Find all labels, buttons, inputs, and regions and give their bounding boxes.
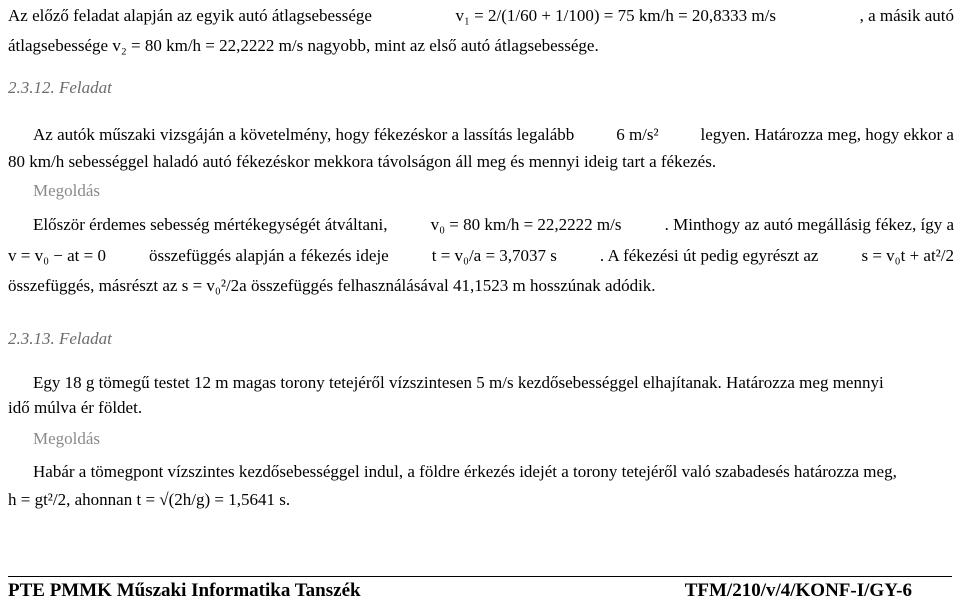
solution1-line-1 <box>33 215 954 235</box>
text: . A fékezési út pedig egyrészt az <box>599 246 819 265</box>
footer-department: PTE PMMK Műszaki Informatika Tanszék <box>8 580 361 601</box>
formula-deceleration: 6 m/s² <box>616 125 659 144</box>
formula-v1: v₁ = 2/(1/60 + 1/100) = 75 km/h = 20,8333 m/s <box>455 6 776 25</box>
text: . <box>285 490 291 509</box>
task1-line-2: 80 km/h sebességgel haladó autó fékezéskor mekkora távolságon áll meg és mennyi ideig tart a fékezés. <box>8 152 717 171</box>
formula-v0: v₀ = 80 km/h = 22,2222 m/s <box>430 215 622 234</box>
text: . Minthogy az autó megállásig fékez, így a <box>664 215 954 234</box>
text: nagyobb, mint az első autó átlagsebessége. <box>307 36 599 55</box>
task-heading-2-3-12: 2.3.12. Feladat <box>8 78 112 97</box>
formula-velocity: v = v₀ − at = 0 <box>8 246 106 265</box>
solution1-line-3 <box>8 276 656 296</box>
formula-distance-1: s = v₀t + at²/2 <box>861 246 954 265</box>
task1-line-1 <box>33 125 954 145</box>
footer-divider <box>8 576 952 577</box>
page-footer <box>8 580 912 602</box>
formula-time: t = v₀/a = 3,7037 s <box>431 246 557 265</box>
text: átlagsebessége <box>8 36 109 55</box>
text: , ahonnan <box>66 490 133 509</box>
formula-distance-2: s = v₀²/2a <box>181 276 247 295</box>
solution1-line-2 <box>8 246 954 266</box>
formula-v2: v₂ = 80 km/h = 22,2222 m/s <box>112 36 304 55</box>
solution-label-1: Megoldás <box>33 181 101 200</box>
text: legyen. Határozza meg, hogy ekkor a <box>700 125 954 144</box>
intro-line-1 <box>8 6 954 26</box>
text: összefüggés, másrészt az <box>8 276 178 295</box>
text: Az autók műszaki vizsgáján a követelmény, hogy fékezéskor a lassítás legalább <box>33 125 575 144</box>
solution-label-2: Megoldás <box>33 429 101 448</box>
footer-document-code: TFM/210/v/4/KONF-I/GY-6 <box>684 580 912 601</box>
text: Először érdemes sebesség mértékegységét átváltani, <box>33 215 388 234</box>
formula-fall-time: t = √(2h/g) = 1,5641 s <box>136 490 286 509</box>
text: Az előző feladat alapján az egyik autó átlagsebessége <box>8 6 372 25</box>
text: összefüggés felhasználásával 41,1523 m hosszúnak adódik. <box>250 276 656 295</box>
task2-line-2: idő múlva ér földet. <box>8 398 143 417</box>
task2-line-1: Egy 18 g tömegű testet 12 m magas torony tetejéről vízszintesen 5 m/s kezdősebességgel elhajítanak. Határozza meg mennyi <box>33 373 884 392</box>
intro-line-2 <box>8 36 599 56</box>
solution2-line-1: Habár a tömegpont vízszintes kezdősebességgel indul, a földre érkezés idejét a torony tetejéről való szabadesés határozza meg, <box>33 462 897 481</box>
text: , a másik autó <box>859 6 954 25</box>
task-heading-2-3-13: 2.3.13. Feladat <box>8 329 112 348</box>
solution2-line-2 <box>8 490 290 510</box>
text: összefüggés alapján a fékezés ideje <box>148 246 389 265</box>
formula-height: h = gt²/2 <box>8 490 67 509</box>
